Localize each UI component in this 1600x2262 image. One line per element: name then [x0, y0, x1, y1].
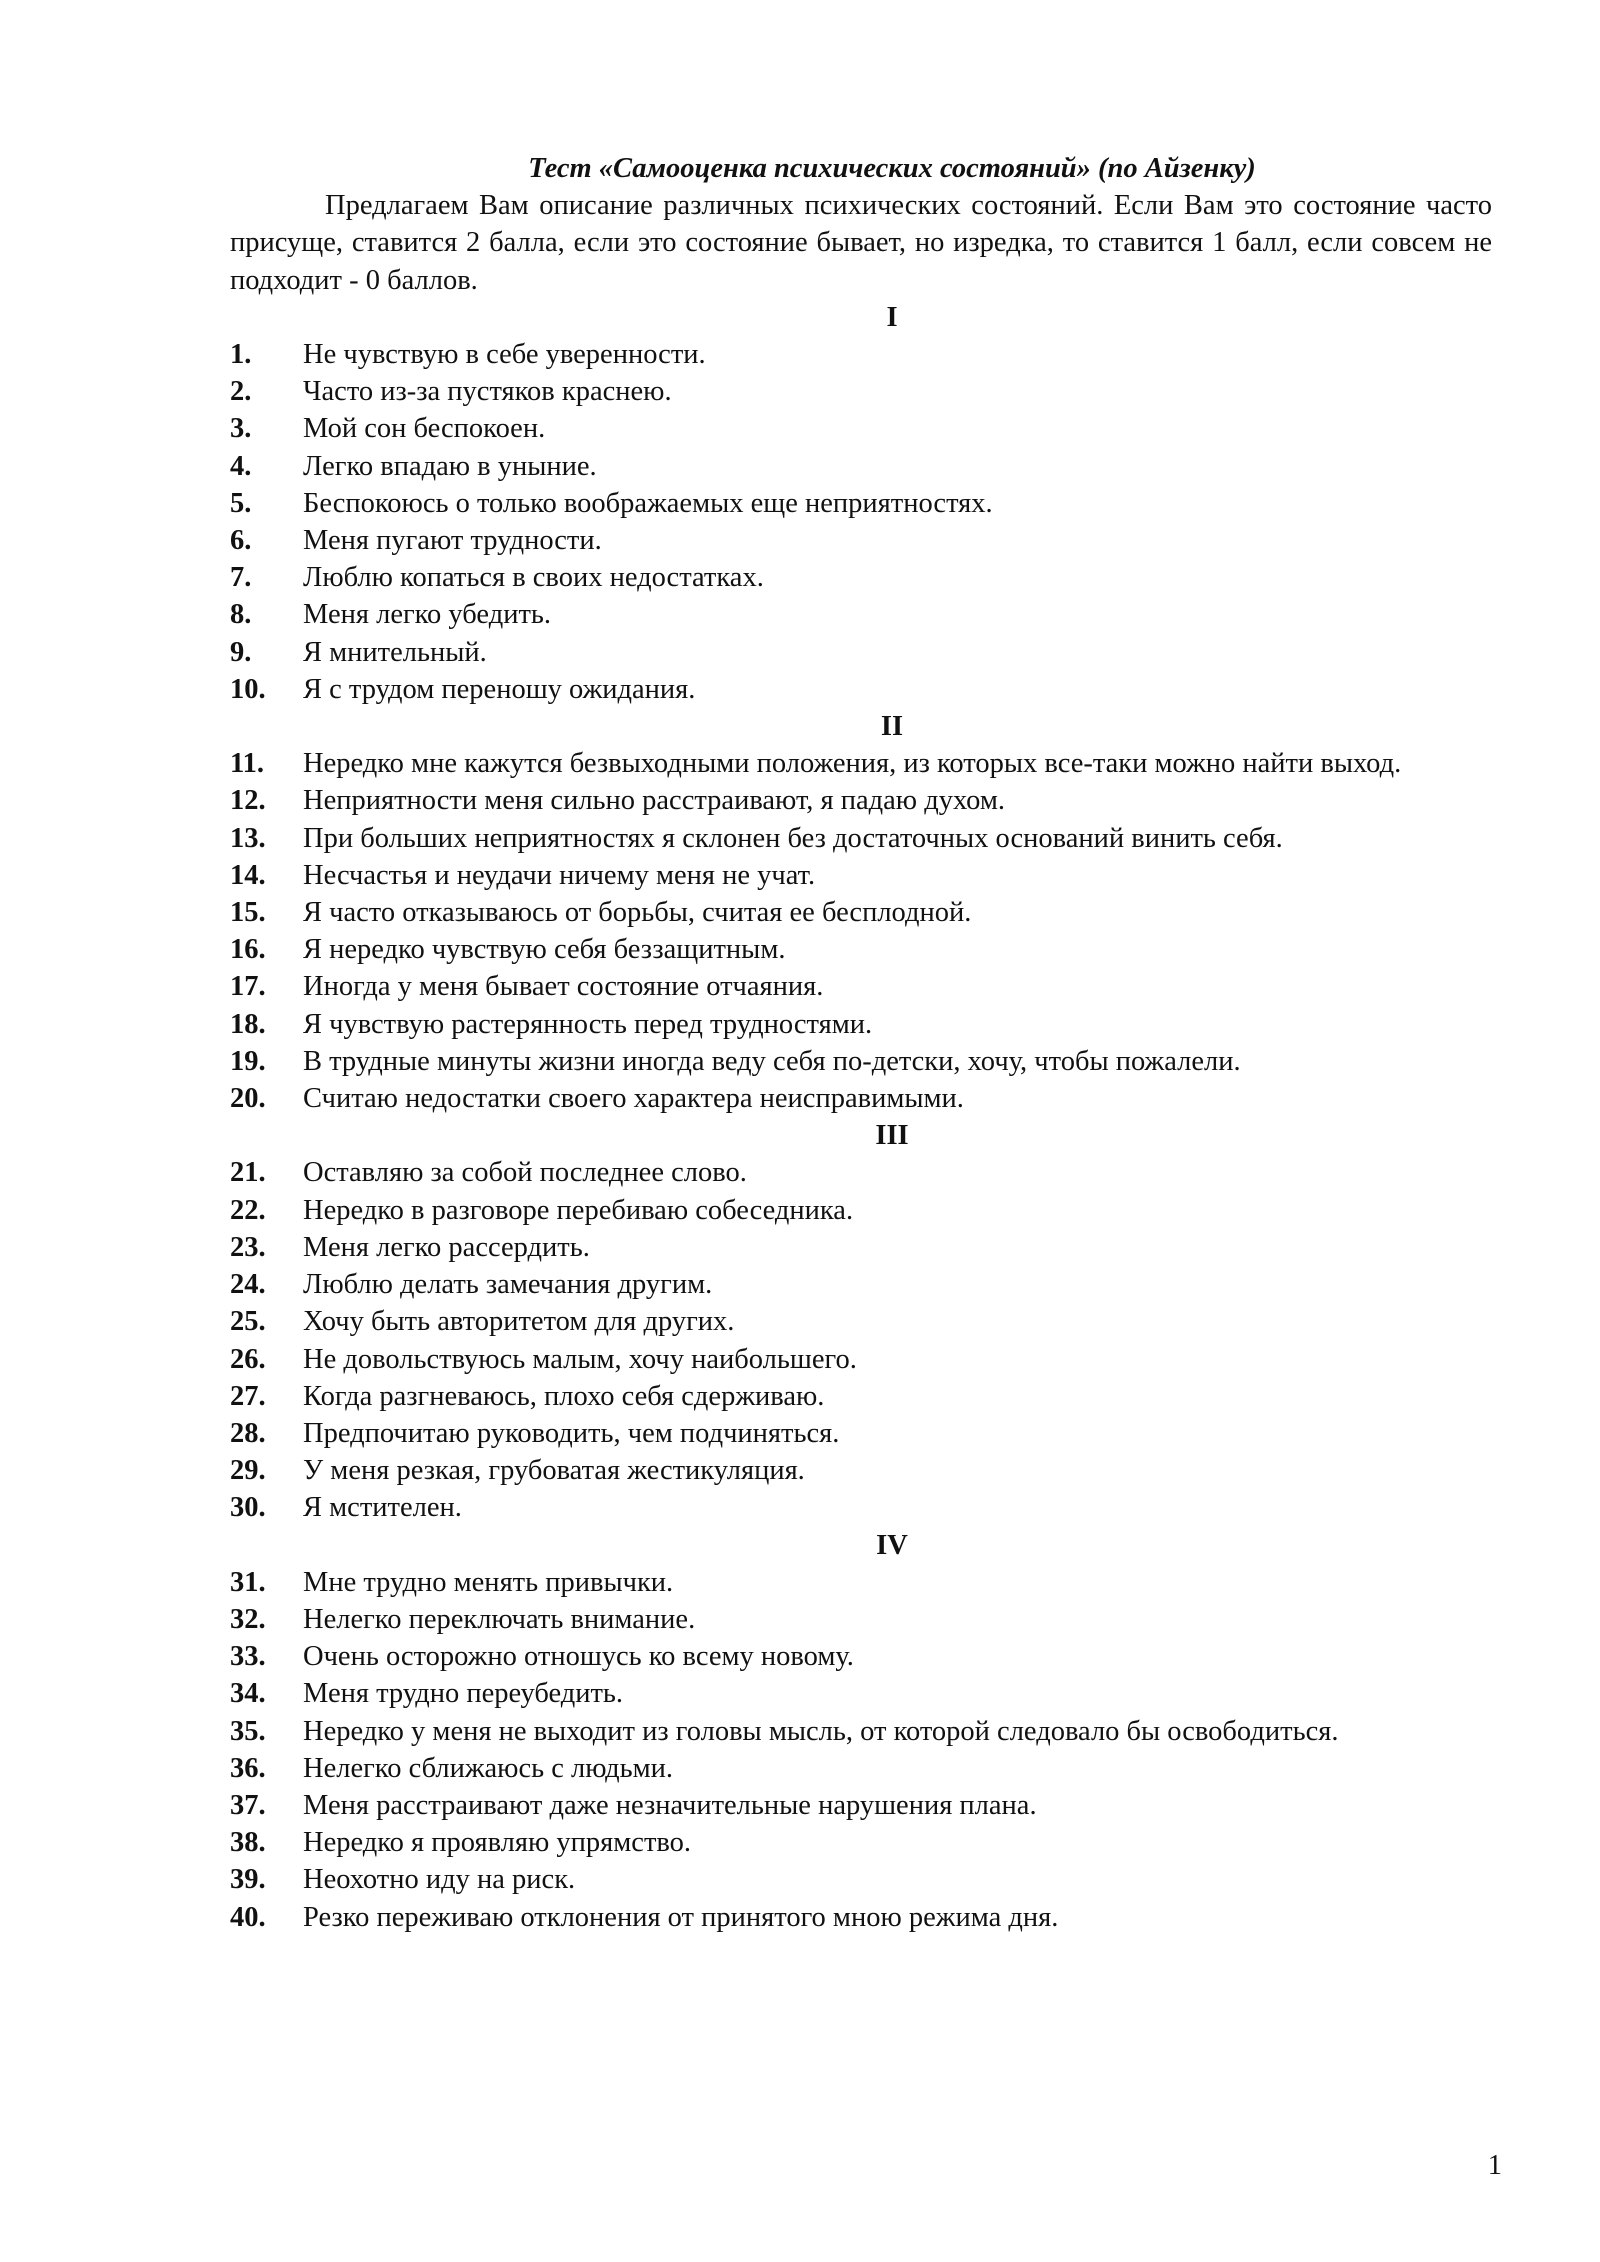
- question-text: Нередко я проявляю упрямство.: [303, 1827, 692, 1859]
- question-number: 13.: [230, 822, 266, 854]
- question-number: 20.: [230, 1083, 266, 1115]
- question-number: 30.: [230, 1492, 266, 1524]
- question-number: 19.: [230, 1045, 266, 1077]
- question-item: [230, 1229, 1492, 1266]
- page-number: 1: [1487, 2150, 1502, 2181]
- question-number: 12.: [230, 785, 266, 817]
- question-text: Люблю копаться в своих недостатках.: [303, 562, 764, 594]
- document-title: Тест «Самооценка психических состояний» (по Айзенку): [528, 153, 1256, 184]
- question-item: [230, 1564, 1492, 1601]
- question-item: [230, 1861, 1492, 1898]
- question-text: Я чувствую растерянность перед трудностями.: [303, 1008, 873, 1040]
- question-item: [230, 634, 1492, 671]
- question-text: Я часто отказываюсь от борьбы, считая ее бесплодной.: [303, 897, 972, 929]
- question-number: 28.: [230, 1417, 266, 1449]
- question-text: Резко переживаю отклонения от принятого мною режима дня.: [303, 1901, 1059, 1933]
- question-item: [230, 1824, 1492, 1861]
- question-number: 38.: [230, 1827, 266, 1859]
- questionnaire-body: [230, 299, 1492, 1936]
- question-number: 22.: [230, 1194, 266, 1226]
- question-item: [230, 1080, 1492, 1117]
- question-text: Не чувствую в себе уверенности.: [303, 339, 706, 371]
- question-number: 14.: [230, 859, 266, 891]
- question-item: [230, 857, 1492, 894]
- section-heading: I: [886, 301, 898, 333]
- question-number: 15.: [230, 897, 266, 929]
- question-number: 26.: [230, 1343, 266, 1375]
- question-text: Предпочитаю руководить, чем подчиняться.: [303, 1417, 840, 1449]
- question-number: 37.: [230, 1789, 266, 1821]
- question-number: 9.: [230, 636, 252, 668]
- question-text: В трудные минуты жизни иногда веду себя по-детски, хочу, чтобы пожалели.: [303, 1045, 1241, 1077]
- question-item: [230, 1675, 1492, 1712]
- question-number: 8.: [230, 599, 252, 631]
- question-item: [230, 1154, 1492, 1191]
- question-text: Нелегко сближаюсь с людьми.: [303, 1752, 673, 1784]
- question-text: Когда разгневаюсь, плохо себя сдерживаю.: [303, 1380, 825, 1412]
- question-text: Я с трудом переношу ожидания.: [303, 673, 696, 705]
- question-item: [230, 968, 1492, 1005]
- question-number: 33.: [230, 1641, 266, 1673]
- question-text: Меня трудно переубедить.: [303, 1678, 624, 1710]
- question-number: 3.: [230, 413, 252, 445]
- question-item: [230, 1899, 1492, 1936]
- question-number: 34.: [230, 1678, 266, 1710]
- question-number: 18.: [230, 1008, 266, 1040]
- question-item: [230, 1303, 1492, 1340]
- section: [230, 1527, 1492, 1936]
- question-item: [230, 671, 1492, 708]
- question-text: Я нередко чувствую себя беззащитным.: [303, 934, 786, 966]
- question-item: [230, 485, 1492, 522]
- question-item: [230, 1378, 1492, 1415]
- sections-container: [230, 299, 1492, 1936]
- question-text: Меня легко убедить.: [303, 599, 552, 631]
- question-number: 32.: [230, 1603, 266, 1635]
- question-item: [230, 820, 1492, 857]
- question-text: Очень осторожно отношусь ко всему новому.: [303, 1641, 854, 1673]
- question-text: У меня резкая, грубоватая жестикуляция.: [303, 1455, 805, 1487]
- question-number: 11.: [230, 748, 265, 780]
- question-text: Нередко в разговоре перебиваю собеседника.: [303, 1194, 854, 1226]
- question-text: Легко впадаю в уныние.: [303, 450, 597, 482]
- question-text: Не довольствуюсь малым, хочу наибольшего.: [303, 1343, 857, 1375]
- question-number: 4.: [230, 450, 252, 482]
- question-item: [230, 1266, 1492, 1303]
- question-item: [230, 373, 1492, 410]
- question-text: Неохотно иду на риск.: [303, 1864, 576, 1896]
- question-number: 10.: [230, 673, 266, 705]
- question-item: [230, 336, 1492, 373]
- question-text: Часто из-за пустяков краснею.: [303, 376, 672, 408]
- question-text: Мне трудно менять привычки.: [303, 1566, 674, 1598]
- question-number: 16.: [230, 934, 266, 966]
- question-number: 1.: [230, 339, 252, 371]
- question-item: [230, 1341, 1492, 1378]
- question-number: 35.: [230, 1715, 266, 1747]
- question-number: 36.: [230, 1752, 266, 1784]
- question-item: [230, 1638, 1492, 1675]
- question-item: [230, 410, 1492, 447]
- question-item: [230, 1006, 1492, 1043]
- question-item: [230, 1713, 1492, 1750]
- question-number: 23.: [230, 1231, 266, 1263]
- question-item: [230, 931, 1492, 968]
- question-item: [230, 894, 1492, 931]
- question-text: Неприятности меня сильно расстраивают, я падаю духом.: [303, 785, 1006, 817]
- question-item: [230, 782, 1492, 819]
- question-text: Меня легко рассердить.: [303, 1231, 590, 1263]
- question-text: При больших неприятностях я склонен без достаточных оснований винить себя.: [303, 822, 1283, 854]
- section: [230, 299, 1492, 708]
- question-text: Беспокоюсь о только воображаемых еще неприятностях.: [303, 487, 993, 519]
- question-item: [230, 1192, 1492, 1229]
- question-text: Несчастья и неудачи ничему меня не учат.: [303, 859, 816, 891]
- section-heading: II: [880, 711, 904, 743]
- question-text: Меня расстраивают даже незначительные нарушения плана.: [303, 1789, 1037, 1821]
- question-item: [230, 448, 1492, 485]
- section: [230, 1117, 1492, 1526]
- question-item: [230, 1043, 1492, 1080]
- question-text: Считаю недостатки своего характера неисправимыми.: [303, 1083, 964, 1115]
- question-text: Нередко мне кажутся безвыходными положения, из которых все-таки можно найти выход.: [303, 748, 1402, 780]
- question-item: [230, 1787, 1492, 1824]
- question-item: [230, 745, 1492, 782]
- document-page: [230, 150, 1492, 1936]
- question-item: [230, 1415, 1492, 1452]
- question-item: [230, 1489, 1492, 1526]
- question-item: [230, 559, 1492, 596]
- question-number: 27.: [230, 1380, 266, 1412]
- question-text: Нелегко переключать внимание.: [303, 1603, 696, 1635]
- instructions-paragraph: Предлагаем Вам описание различных психических состояний. Если Вам это состояние часто присуще, ставится 2 балла, если это состояние бывает, но изредка, то ставится 1 балл, если совсем не подходит - 0 баллов.: [230, 190, 1492, 296]
- question-number: 5.: [230, 487, 252, 519]
- question-item: [230, 522, 1492, 559]
- question-number: 25.: [230, 1306, 266, 1338]
- question-text: Я мстителен.: [303, 1492, 462, 1524]
- question-number: 21.: [230, 1157, 266, 1189]
- question-number: 40.: [230, 1901, 266, 1933]
- question-number: 2.: [230, 376, 252, 408]
- question-text: Мой сон беспокоен.: [303, 413, 546, 445]
- question-text: Оставляю за собой последнее слово.: [303, 1157, 747, 1189]
- question-text: Хочу быть авторитетом для других.: [303, 1306, 735, 1338]
- question-item: [230, 1601, 1492, 1638]
- question-number: 6.: [230, 525, 252, 557]
- section-heading: IV: [876, 1529, 908, 1561]
- question-number: 24.: [230, 1269, 266, 1301]
- section: [230, 708, 1492, 1117]
- question-text: Иногда у меня бывает состояние отчаяния.: [303, 971, 824, 1003]
- question-number: 31.: [230, 1566, 266, 1598]
- question-number: 7.: [230, 562, 252, 594]
- section-heading: III: [875, 1120, 909, 1152]
- question-number: 17.: [230, 971, 266, 1003]
- question-item: [230, 596, 1492, 633]
- question-text: Люблю делать замечания другим.: [303, 1269, 713, 1301]
- question-text: Меня пугают трудности.: [303, 525, 602, 557]
- question-text: Я мнительный.: [303, 636, 487, 668]
- question-text: Нередко у меня не выходит из головы мысль, от которой следовало бы освободиться.: [303, 1715, 1339, 1747]
- question-item: [230, 1452, 1492, 1489]
- question-number: 29.: [230, 1455, 266, 1487]
- question-item: [230, 1750, 1492, 1787]
- question-number: 39.: [230, 1864, 266, 1896]
